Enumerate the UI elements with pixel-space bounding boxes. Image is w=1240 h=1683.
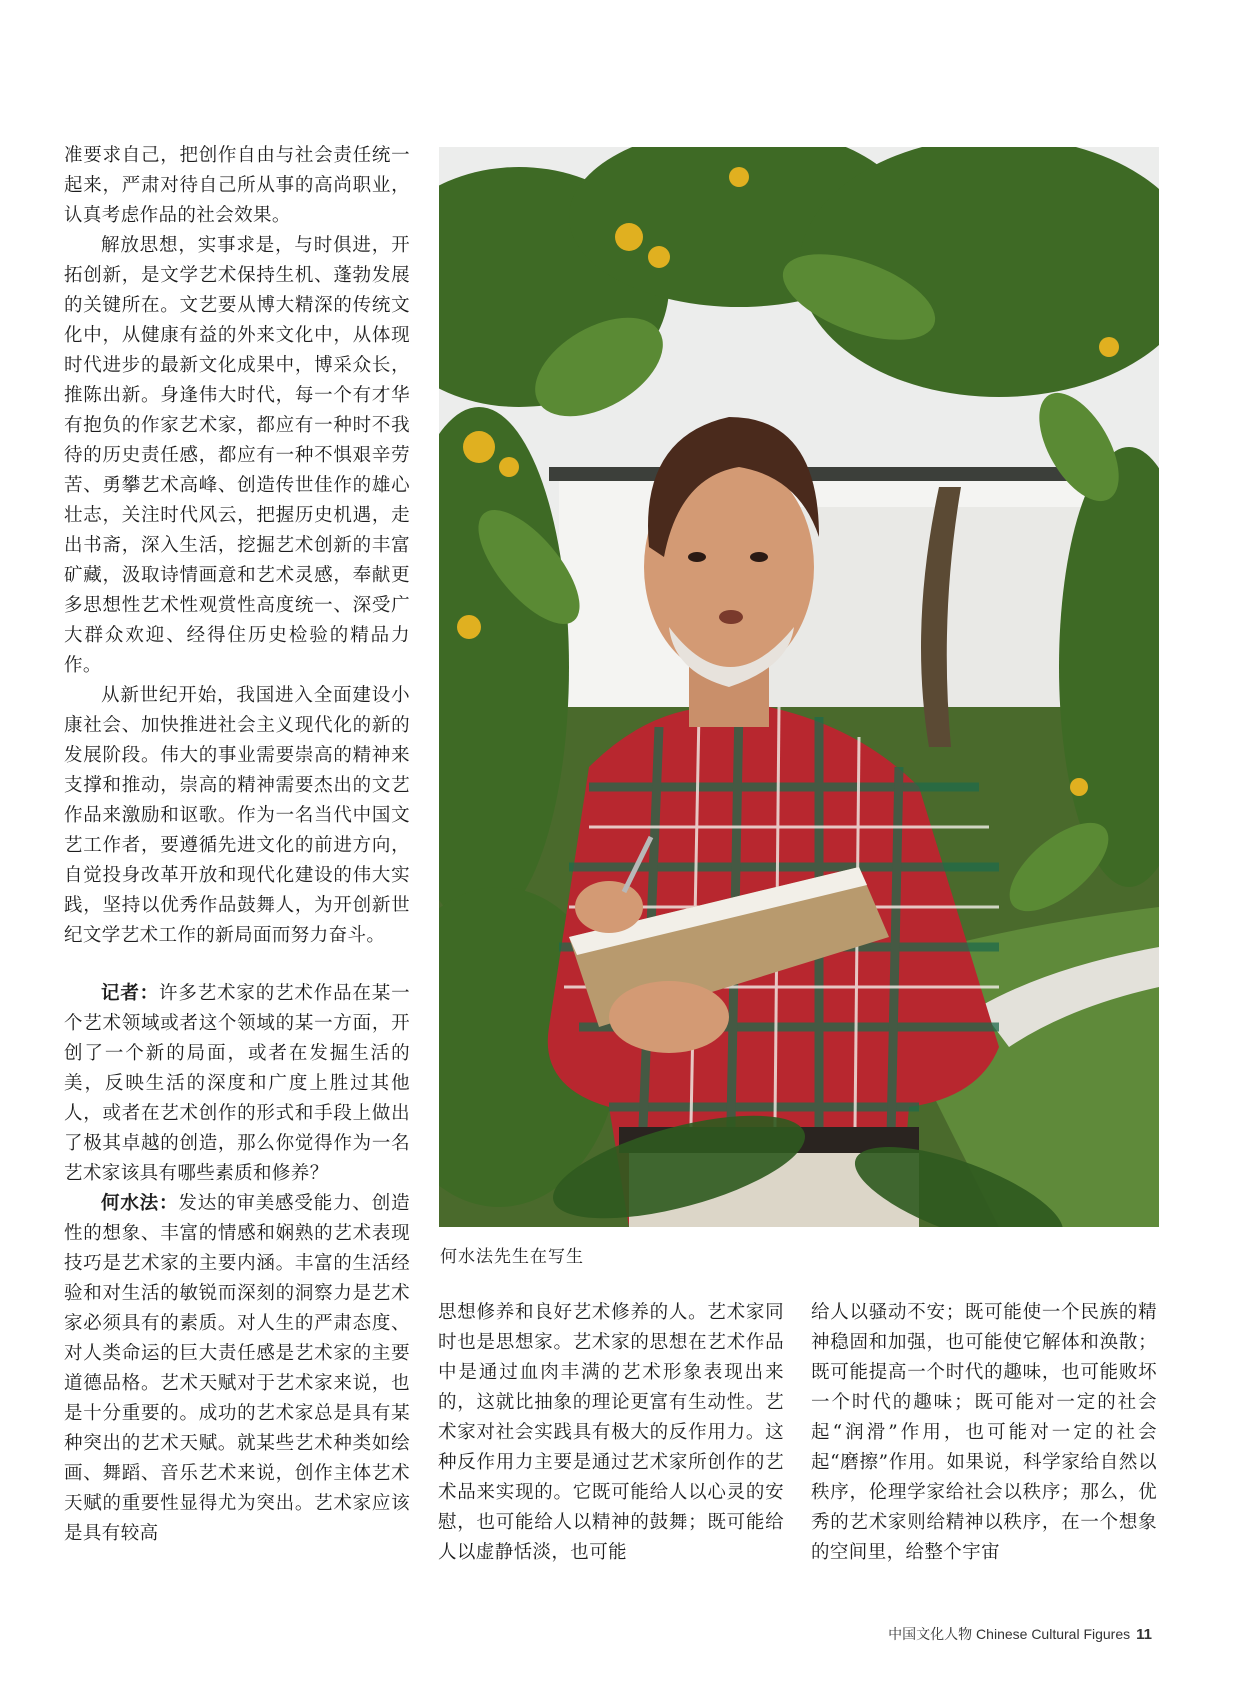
portrait-photo xyxy=(439,147,1159,1227)
paragraph: 准要求自己，把创作自由与社会责任统一起来，严肃对待自己所从事的高尚职业，认真考虑作品的社会效果。 xyxy=(64,145,410,226)
middle-text-column xyxy=(438,1298,784,1568)
interview-answer xyxy=(64,1189,410,1549)
page-number: 11 xyxy=(1136,1626,1152,1643)
paragraph: 解放思想，实事求是，与时俱进，开拓创新，是文学艺术保持生机、蓬勃发展的关键所在。文艺要从博大精深的传统文化中，从健康有益的外来文化中，从体现时代进步的最新文化成果中，博采众长，推陈出新。身逢伟大时代，每一个有才华有抱负的作家艺术家，都应有一种时不我待的历史责任感，都应有一种不惧艰辛劳苦、勇攀艺术高峰、创造传世佳作的雄心壮志，关注时代风云，把握历史机遇，走出书斋，深入生活，挖掘艺术创新的丰富矿藏，汲取诗情画意和艺术灵感，奉献更多思想性艺术性观赏性高度统一、深受广大群众欢迎、经得住历史检验的精品力作。 xyxy=(64,235,410,676)
question-text: 许多艺术家的艺术作品在某一个艺术领域或者这个领域的某一方面，开创了一个新的局面，或者在发掘生活的美，反映生活的深度和广度上胜过其他人，或者在艺术创作的形式和手段上做出了极其卓越的创造，那么你觉得作为一名艺术家该具有哪些素质和修养？ xyxy=(64,983,411,1184)
right-text-column xyxy=(811,1298,1157,1568)
paragraph: 思想修养和良好艺术修养的人。艺术家同时也是思想家。艺术家的思想在艺术作品中是通过血肉丰满的艺术形象表现出来的，这就比抽象的理论更富有生动性。艺术家对社会实践具有极大的反作用力。这种反作用力主要是通过艺术家所创作的艺术品来实现的。它既可能给人以心灵的安慰，也可能给人以精神的鼓舞；既可能给人以虚静恬淡，也可能 xyxy=(438,1302,784,1563)
photo-caption: 何水法先生在写生 xyxy=(440,1247,584,1267)
paragraph: 从新世纪开始，我国进入全面建设小康社会、加快推进社会主义现代化的新的发展阶段。伟大的事业需要崇高的精神来支撑和推动，崇高的精神需要杰出的文艺作品来激励和讴歌。作为一名当代中国文艺工作者，要遵循先进文化的前进方向，自觉投身改革开放和现代化建设的伟大实践，坚持以优秀作品鼓舞人，为开创新世纪文学艺术工作的新局面而努力奋斗。 xyxy=(64,685,410,946)
paragraph: 给人以骚动不安；既可能使一个民族的精神稳固和加强，也可能使它解体和涣散；既可能提高一个时代的趣味，也可能败坏一个时代的趣味；既可能对一定的社会起“润滑”作用，也可能对一定的社会起“磨擦”作用。如果说，科学家给自然以秩序，伦理学家给社会以秩序；那么，优秀的艺术家则给精神以秩序，在一个想象的空间里，给整个宇宙 xyxy=(811,1302,1157,1563)
left-text-column xyxy=(64,141,410,1549)
magazine-name: 中国文化人物 Chinese Cultural Figures xyxy=(888,1626,1131,1642)
interviewee-label: 何水法： xyxy=(101,1193,179,1214)
painter-sketching-illustration xyxy=(439,147,1159,1227)
answer-text: 发达的审美感受能力、创造性的想象、丰富的情感和娴熟的艺术表现技巧是艺术家的主要内涵。丰富的生活经验和对生活的敏锐而深刻的洞察力是艺术家必须具有的素质。对人生的严肃态度、对人类命运的巨大责任感是艺术家的主要道德品格。艺术天赋对于艺术家来说，也是十分重要的。成功的艺术家总是具有某种突出的艺术天赋。就某些艺术种类如绘画、舞蹈、音乐艺术来说，创作主体艺术天赋的重要性显得尤为突出。艺术家应该是具有较高 xyxy=(64,1193,410,1544)
interview-question xyxy=(64,979,410,1189)
page-footer xyxy=(888,1624,1152,1644)
reporter-label: 记者： xyxy=(101,983,160,1004)
